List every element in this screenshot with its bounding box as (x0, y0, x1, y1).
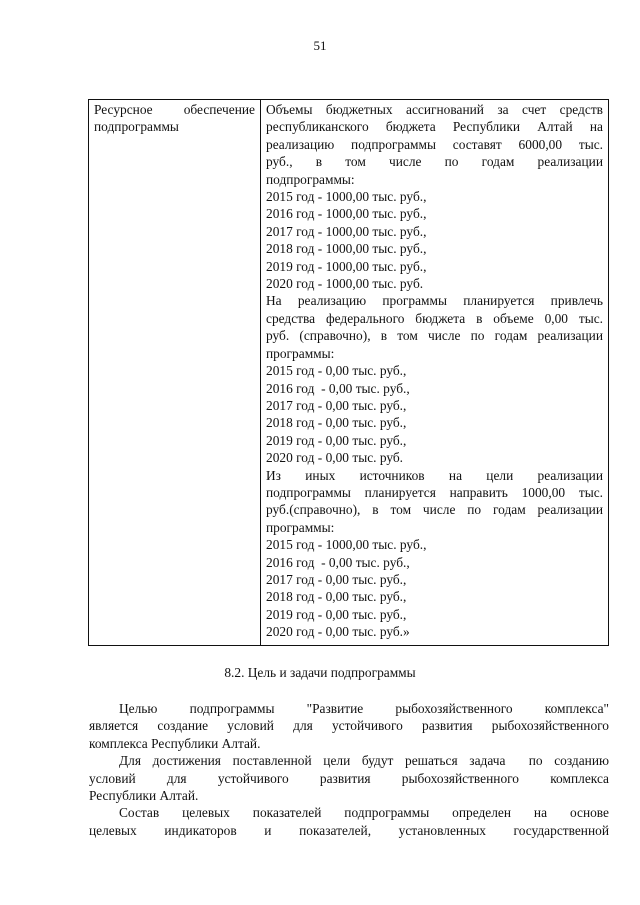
paragraph-indicators (89, 804, 609, 839)
resource-value-cell (261, 100, 609, 646)
other-sources-line: руб.(справочно), в том числе по годам реализации (266, 502, 603, 518)
other-year-line: 2019 год - 0,00 тыс. руб., (266, 606, 407, 622)
republic-year-line: 2018 год - 1000,00 тыс. руб., (266, 241, 427, 257)
paragraph-line: Целью подпрограммы "Развитие рыбохозяйственного комплекса" (119, 701, 609, 716)
section-title: 8.2. Цель и задачи подпрограммы (224, 665, 416, 680)
federal-year-line: 2019 год - 0,00 тыс. руб., (266, 432, 407, 448)
other-year-line: 2020 год - 0,00 тыс. руб.» (266, 624, 410, 640)
resource-label-line: подпрограммы (94, 119, 179, 135)
other-sources-line: Из иных источников на цели реализации (266, 467, 603, 483)
paragraph-line: условий для устойчивого развития рыбохозяйственного комплекса (89, 770, 609, 786)
paragraph-line: целевых индикаторов и показателей, установленных государственной (89, 822, 609, 838)
other-year-line: 2018 год - 0,00 тыс. руб., (266, 589, 407, 605)
other-sources-line: программы: (266, 519, 335, 535)
federal-year-line: 2018 год - 0,00 тыс. руб., (266, 415, 407, 431)
federal-year-line: 2017 год - 0,00 тыс. руб., (266, 397, 407, 413)
body-text (89, 700, 609, 839)
republic-budget-line: руб., в том числе по годам реализации (266, 154, 603, 170)
other-year-line: 2017 год - 0,00 тыс. руб., (266, 571, 407, 587)
republic-year-line: 2020 год - 1000,00 тыс. руб. (266, 276, 424, 292)
paragraph-line: Для достижения поставленной цели будут решаться задача по созданию (119, 753, 609, 769)
republic-year-line: 2016 год - 1000,00 тыс. руб., (266, 206, 427, 222)
federal-year-line: 2015 год - 0,00 тыс. руб., (266, 363, 407, 379)
resource-label-line: Ресурсное обеспечение (94, 102, 255, 117)
republic-year-line: 2015 год - 1000,00 тыс. руб., (266, 189, 427, 205)
republic-budget-line: Объемы бюджетных ассигнований за счет средств (266, 102, 603, 117)
page-number: 51 (313, 38, 327, 53)
republic-year-line: 2017 год - 1000,00 тыс. руб., (266, 223, 427, 239)
paragraph-line: Республики Алтай. (89, 788, 199, 804)
republic-year-line: 2019 год - 1000,00 тыс. руб., (266, 258, 427, 274)
paragraph-line: является создание условий для устойчивого развития рыбохозяйственного (89, 718, 609, 734)
resource-table (88, 99, 609, 646)
federal-budget-line: На реализацию программы планируется привлечь (266, 293, 603, 309)
resource-label-cell (89, 100, 261, 646)
republic-budget-line: подпрограммы: (266, 171, 355, 187)
paragraph-line: комплекса Республики Алтай. (89, 735, 261, 751)
paragraph-task (89, 752, 609, 804)
republic-budget-line: реализацию подпрограммы составят 6000,00 тыс. (266, 136, 603, 152)
paragraph-goal (89, 700, 609, 752)
federal-year-line: 2020 год - 0,00 тыс. руб. (266, 450, 404, 466)
federal-year-line: 2016 год - 0,00 тыс. руб., (266, 380, 410, 396)
other-sources-line: подпрограммы планируется направить 1000,00 тыс. (266, 484, 603, 500)
republic-budget-line: республиканского бюджета Республики Алтай на (266, 119, 603, 135)
federal-budget-line: средства федерального бюджета в объеме 0,00 тыс. (266, 310, 603, 326)
other-year-line: 2016 год - 0,00 тыс. руб., (266, 554, 410, 570)
other-year-line: 2015 год - 1000,00 тыс. руб., (266, 537, 427, 553)
federal-budget-line: руб. (справочно), в том числе по годам реализации (266, 328, 603, 344)
paragraph-line: Состав целевых показателей подпрограммы определен на основе (119, 805, 609, 821)
federal-budget-line: программы: (266, 345, 335, 361)
table-row (89, 100, 609, 646)
